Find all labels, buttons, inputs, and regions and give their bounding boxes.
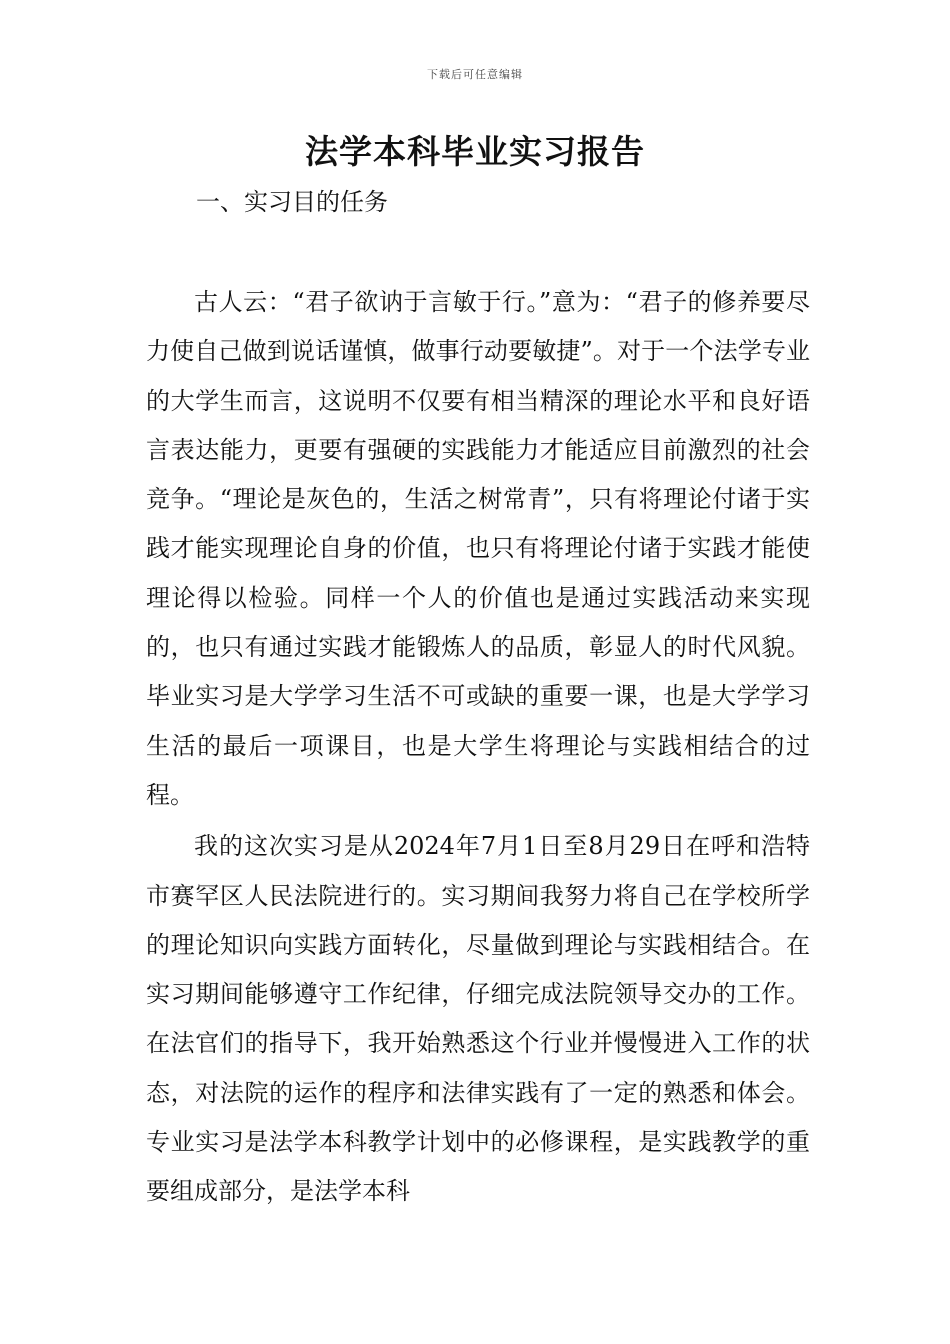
paragraph: 古人云：“君子欲讷于言敏于行。”意为：“君子的修养要尽力使自己做到说话谨慎，做事行动要敏捷”。对于一个法学专业的大学生而言，这说明不仅要有相当精深的理论水平和良好语言表达能力，更要有强硬的实践能力才能适应目前激烈的社会竞争。“理论是灰色的，生活之树常青”，只有将理论付诸于实践才能实现理论自身的价值，也只有将理论付诸于实践才能使理论得以检验。同样一个人的价值也是通过实践活动来实现的，也只有通过实践才能锻炼人的品质，彰显人的时代风貌。毕业实习是大学学习生活不可或缺的重要一课，也是大学学习生活的最后一项课目，也是大学生将理论与实践相结合的过程。 — [146, 288, 810, 809]
document-title: 法学本科毕业实习报告 — [305, 132, 645, 171]
body-text — [146, 278, 810, 1217]
header-note: 下载后可任意编辑 — [427, 68, 523, 81]
section-heading: 一、实习目的任务 — [196, 188, 388, 216]
paragraph: 我的这次实习是从2024年7月1日至8月29日在呼和浩特市赛罕区人民法院进行的。实习期间我努力将自己在学校所学的理论知识向实践方面转化，尽量做到理论与实践相结合。在实习期间能够遵守工作纪律，仔细完成法院领导交办的工作。在法官们的指导下，我开始熟悉这个行业并慢慢进入工作的状态，对法院的运作的程序和法律实践有了一定的熟悉和体会。专业实习是法学本科教学计划中的必修课程，是实践教学的重要组成部分，是法学本科 — [146, 832, 810, 1206]
